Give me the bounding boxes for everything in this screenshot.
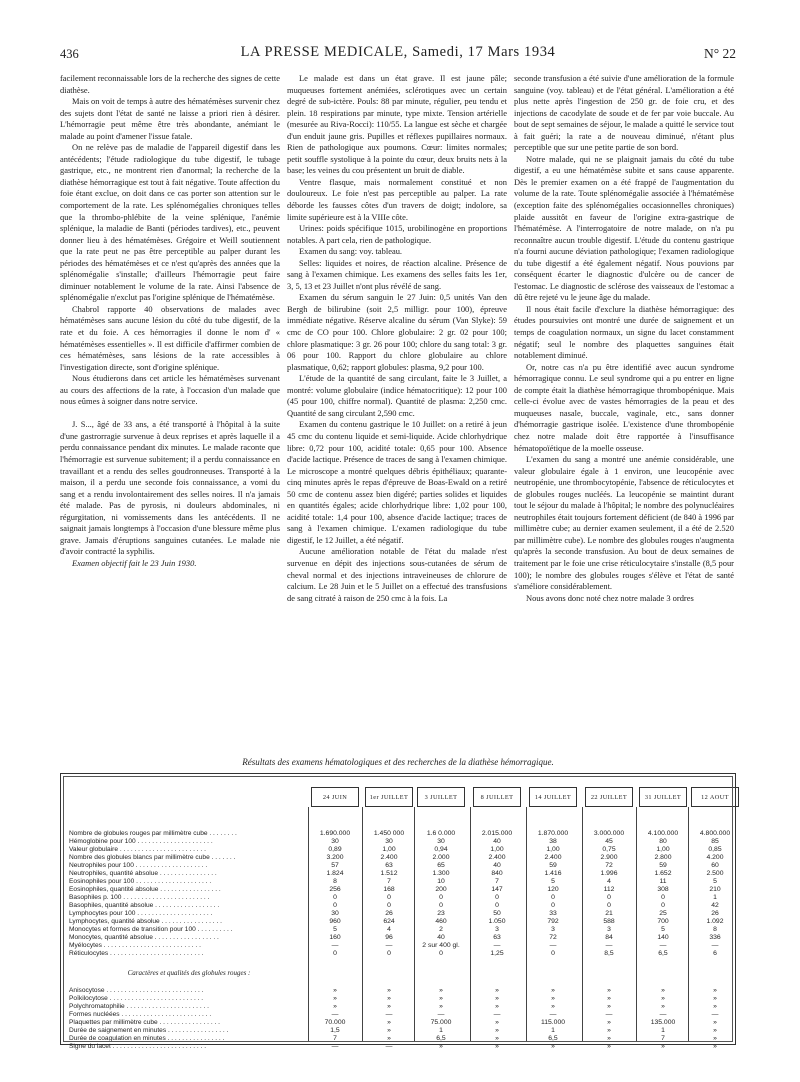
table-cell: 0,89: [328, 846, 342, 853]
table-cell: 1,00: [490, 846, 504, 853]
table-cell: 2 sur 400 gl.: [422, 942, 460, 949]
table-cell: 5: [713, 878, 717, 885]
table-cell: 0: [661, 902, 665, 909]
row-label: Poïkilocytose . . . . . . . . . . . . . . . . . . . . . . . . . .: [69, 995, 204, 1002]
row-label: Monocytes et formes de transition pour 100 . . . . . . . . . .: [69, 926, 233, 933]
table-cell: 0,75: [602, 846, 616, 853]
table-cell: 1,25: [490, 950, 504, 957]
table-cell: 5: [661, 926, 665, 933]
table-cell: »: [387, 987, 391, 994]
table-cell: 70.000: [324, 1019, 346, 1026]
table-cell: 1,00: [656, 846, 670, 853]
table-cell: —: [549, 1011, 557, 1018]
table-cell: 0: [439, 902, 443, 909]
table-cell: 0: [333, 894, 337, 901]
table-cell: »: [387, 1019, 391, 1026]
paragraph: L'étude de la quantité de sang circulant, faite le 3 Juillet, a montré: volume globulaire (indice hématocritique): 12 pour 100 (45 pour 100, chiffre normal). Quantité de plasma: 2,250 cmc. Quantité de sang circulant 2,590 cmc.: [287, 373, 507, 418]
column-header: 8 JUILLET: [473, 787, 521, 807]
table-cell: 40: [437, 934, 445, 941]
table-cell: 26: [711, 910, 719, 917]
table-cell: 6: [713, 950, 717, 957]
row-label: Durée de saignement en minutes . . . . . . . . . . . . . . . . .: [69, 1027, 229, 1034]
table-cell: 1.050: [488, 918, 506, 925]
table-cell: »: [661, 995, 665, 1002]
table-cell: »: [661, 1043, 665, 1050]
table-cell: 63: [493, 934, 501, 941]
table-cell: 0: [387, 902, 391, 909]
table-cell: 21: [605, 910, 613, 917]
table-cell: 30: [331, 838, 339, 845]
page-number: 436: [60, 47, 79, 61]
table-cell: —: [385, 1043, 393, 1050]
table-cell: —: [437, 1011, 445, 1018]
table-cell: 1.092: [706, 918, 724, 925]
table-cell: 8: [333, 878, 337, 885]
table-cell: 112: [603, 886, 615, 893]
table-cell: »: [333, 987, 337, 994]
column-header: 12 AOUT: [691, 787, 739, 807]
paragraph: J. S..., âgé de 33 ans, a été transporté à l'hôpital à la suite d'une gastrorragie survenue à deux reprises et après laquelle il a perdu connaissance pendant dix minutes. Le malade raconte que l'hémorragie est survenue subitement; il a perdu connaissance en travaillant et a rendu des selles goudronneuses. Transporté à la maison, il a perdu une seconde fois connaissance, a vomi du sang et a rendu involontairement des selles noires. Il n'a jamais été malade. Pas de pyrosis, ni douleurs abdominales, ni régurgitation, ni vomissements dans les antécédents. Il ne saignait jamais longtemps à l'occasion d'une blessure même plus grave. Jamais d'éruptions sanguines cutanées. Le malade nie d'avoir contracté la syphilis.: [60, 419, 280, 557]
table-cell: 60: [711, 862, 719, 869]
row-label: Valeur globulaire . . . . . . . . . . . . . . . . . . . . . . . .: [69, 846, 206, 853]
table-cell: 0: [387, 894, 391, 901]
row-label: Réticulocytes . . . . . . . . . . . . . . . . . . . . . . . . . .: [69, 950, 204, 957]
row-label: Basophiles, quantité absolue . . . . . . . . . . . . . . . . . .: [69, 902, 220, 909]
paragraph: Il nous était facile d'exclure la diathèse hémorragique: des études poursuivies ont montré une durée de saignement et un temps de coagulation normaux, un signe du lacet constamment négatif; seul le nombre des plaquettes sanguines était notablement diminué.: [514, 303, 734, 361]
table-cell: 1.450 000: [373, 830, 405, 837]
row-label: Plaquettes par millimètre cube . . . . . . . . . . . . . . . . .: [69, 1019, 220, 1026]
table-cell: »: [607, 1019, 611, 1026]
table-cell: »: [607, 987, 611, 994]
table-cell: 0: [607, 894, 611, 901]
table-cell: 0: [607, 902, 611, 909]
table-cell: »: [387, 995, 391, 1002]
table-cell: 2.400: [488, 854, 506, 861]
table-cell: »: [551, 987, 555, 994]
table-cell: »: [607, 1003, 611, 1010]
paragraph: On ne relève pas de maladie de l'appareil digestif dans les antécédents; l'étude radiologique du tube digestif, le tubage gastrique, etc., ne montrent rien d'anormal; la recherche de la diathèse hémorragique est tout à fait négative. Toute affection du foie étant exclue, on doit dans ce cas porter son attention sur le comportement de la rate. Les splénomégalies chroniques telles que la thrombo-phlébite de la veine splénique, l'anémie splénique, la maladie de Banti (périodes tardives), etc., peuvent donner lieu à des hématémèses. Grégoire et Weill soutiennent que la rate peut ne pas être perceptible au palper durant les périodes des hématémèses et ce n'est qu'après des années que la splénomégalie s'installe; d'ailleurs l'hémorragie peut faire diminuer notablement le volume de la rate. Ainsi l'absence de splénomégalie n'exclut pas l'origine splénique de l'hématémèse.: [60, 142, 280, 303]
table-cell: 1.824: [326, 870, 344, 877]
table-cell: 72: [605, 862, 613, 869]
table-cell: 40: [493, 838, 501, 845]
row-label: Formes nucléées . . . . . . . . . . . . . . . . . . . . . . . . .: [69, 1011, 212, 1018]
table-cell: —: [605, 942, 613, 949]
table-cell: 6,5: [658, 950, 668, 957]
table-cell: 0: [387, 950, 391, 957]
row-label: Neutrophiles pour 100 . . . . . . . . . . . . . . . . . . . .: [69, 862, 208, 869]
table-cell: 336: [709, 934, 721, 941]
table-cell: 42: [711, 902, 719, 909]
text-column-left: [60, 73, 280, 569]
table-cell: —: [711, 942, 719, 949]
row-label: Hémoglobine pour 100 . . . . . . . . . . . . . . . . . . . . .: [69, 838, 213, 845]
hematology-table: [60, 773, 736, 1050]
table-cell: »: [713, 1019, 717, 1026]
table-cell: 0: [551, 894, 555, 901]
table-cell: 0: [551, 950, 555, 957]
row-label: Myélocytes . . . . . . . . . . . . . . . . . . . . . . . . . . .: [69, 942, 201, 949]
table-cell: 10: [437, 878, 445, 885]
table-cell: —: [493, 942, 501, 949]
table-cell: 0,85: [708, 846, 722, 853]
table-cell: 256: [329, 886, 341, 893]
text-column-right: [514, 73, 734, 604]
table-cell: —: [711, 1011, 719, 1018]
table-cell: —: [331, 1011, 339, 1018]
table-cell: 200: [435, 886, 447, 893]
column-header: 22 JUILLET: [585, 787, 633, 807]
table-cell: 960: [329, 918, 341, 925]
table-cell: 0: [551, 902, 555, 909]
table-cell: 2: [439, 926, 443, 933]
table-cell: »: [713, 987, 717, 994]
table-cell: —: [549, 942, 557, 949]
journal-title: LA PRESSE MEDICALE, Samedi, 17 Mars 1934: [240, 44, 556, 60]
table-cell: 7: [661, 1035, 665, 1042]
paragraph: Examen du sérum sanguin le 27 Juin: 0,5 unités Van den Bergh de bilirubine (soit 2,5 milligr. pour 100), épreuve immédiate négative. Réserve alcaline du sérum (Van Slyke): 59 cmc de CO pour 100. Chlore globulaire: 2 gr. 02 pour 100; chlore plasmatique: 3 gr. 26 pour 100; chlore du sang total: 3 gr. 06 pour 100. Rapport du chlore globulaire au chlore plasmatique, 0,62; rapport globules: plasma, 9,2 pour 100.: [287, 292, 507, 372]
column-header: 14 JUILLET: [529, 787, 577, 807]
paragraph: Ventre flasque, mais normalement constitué et non douloureux. Le foie n'est pas perceptible au palper. La rate déborde les fausses côtes d'un travers de doigt; indolore, sa limite supérieure est à la VIIIe côte.: [287, 176, 507, 222]
table-cell: —: [331, 1043, 339, 1050]
table-cell: 0,94: [434, 846, 448, 853]
table-cell: 0: [333, 902, 337, 909]
table-cell: 40: [493, 862, 501, 869]
table-cell: 84: [605, 934, 613, 941]
table-cell: 1,00: [546, 846, 560, 853]
table-cell: 4: [607, 878, 611, 885]
table-cell: 30: [331, 910, 339, 917]
table-cell: 65: [437, 862, 445, 869]
row-label: Polychromatophilie . . . . . . . . . . . . . . . . . . . . . . .: [69, 1003, 209, 1010]
table-cell: 1.870.000: [537, 830, 569, 837]
table-cell: »: [495, 1035, 499, 1042]
table-cell: 460: [435, 918, 447, 925]
table-cell: 0: [661, 894, 665, 901]
table-cell: 6,5: [436, 1035, 446, 1042]
paragraph: seconde transfusion a été suivie d'une amélioration de la formule sanguine (voy. tableau) et de l'état général. L'amélioration a été plus nette après l'ingestion de 250 gr. de foie cru, et des injections de cacodylate de soude et de fer par voie buccale. Au bout de sept semaines de séjour, le malade a quitté le service tout à fait guéri; la rate a de nouveau diminué, n'étant plus perceptible que sur une petite partie de son bord.: [514, 73, 734, 153]
table-caption: Résultats des examens hématologiques et des recherches de la diathèse hémorragique.: [242, 757, 554, 767]
table-cell: »: [387, 1003, 391, 1010]
table-cell: »: [607, 995, 611, 1002]
table-cell: »: [713, 1027, 717, 1034]
table-cell: 23: [437, 910, 445, 917]
table-cell: 25: [659, 910, 667, 917]
table-cell: —: [493, 1011, 501, 1018]
page-header: [60, 44, 736, 66]
table-cell: »: [439, 1043, 443, 1050]
table-cell: 3.200: [326, 854, 344, 861]
column-header: 24 JUIN: [311, 787, 359, 807]
paragraph: Nous étudierons dans cet article les hématémèses survenant au cours des affections de la rate, à l'occasion d'un malade que nous eûmes à soigner dans notre service.: [60, 373, 280, 407]
table-cell: 33: [549, 910, 557, 917]
paragraph: Selles: liquides et noires, de réaction alcaline. Présence de sang à l'examen chimique. Les examens des selles faits les 1er, 3, 5, 13 et 23 Juillet n'ont plus révélé de sang.: [287, 257, 507, 291]
table-cell: —: [659, 1011, 667, 1018]
table-cell: 168: [383, 886, 395, 893]
table-cell: 1: [713, 894, 717, 901]
row-label: Nombre des globules blancs par millimètre cube . . . . . . .: [69, 854, 236, 861]
table-cell: 3: [607, 926, 611, 933]
table-cell: »: [495, 987, 499, 994]
table-cell: 80: [659, 838, 667, 845]
table-cell: 2.900: [600, 854, 618, 861]
text-column-middle: [287, 73, 507, 604]
table-cell: —: [331, 942, 339, 949]
table-cell: —: [659, 942, 667, 949]
table-cell: 4: [387, 926, 391, 933]
table-cell: »: [607, 1027, 611, 1034]
table-cell: 1.300: [432, 870, 450, 877]
table-cell: 30: [437, 838, 445, 845]
row-label: Eosinophiles, quantité absolue . . . . . . . . . . . . . . . . .: [69, 886, 221, 893]
row-label: Basophiles p. 100 . . . . . . . . . . . . . . . . . . . . . . . .: [69, 894, 210, 901]
table-cell: —: [605, 1011, 613, 1018]
table-cell: 120: [547, 886, 559, 893]
table-cell: 1.416: [544, 870, 562, 877]
table-cell: 2.015.000: [481, 830, 513, 837]
paragraph: Le malade est dans un état grave. Il est jaune pâle; muqueuses fortement anémiées, sclérotiques avec un certain degré de sub-ictère. Pouls: 88 par minute, régulier, peu tendu et plein. 18 respirations par minute, type mixte. Tension artérielle (mesurée au Riva-Rocci): 110/55. La langue est sèche et chargée d'un enduit jaune gris. Pupilles et réflexes pupillaires normaux. Rien de pathologique aux poumons. Cœur: limites normales; petit souffle systolique à la pointe du cœur, deux bruits nets à la base; les veines du cou présentent un bruit de diable.: [287, 73, 507, 176]
table-cell: 8,5: [604, 950, 614, 957]
paragraph: Notre malade, qui ne se plaignait jamais du côté du tube digestif, a eu une hématémèse subite et sans cause apparente. Dès le premier examen on a été frappé de l'augmentation du volume de la rate. Toute splénomégalie associée à l'hématémèse (exception faite des splénomégalies occasionnelles chroniques) plaide aussitôt en faveur de l'origine extra-gastrique de l'hématémèse. A l'interrogatoire de notre malade, on n'a pu reconnaître aucun trouble digestif. L'étude du contenu gastrique n'a fourni aucune déviation pathologique; l'examen radiologique du tube digestif a été également négatif. Nous pouvions par conséquent écarter le diagnostic d'ulcère ou de cancer de l'estomac. Le diagnostic de sclérose des vaisseaux de l'estomac a dû être rejeté vu le jeune âge du malade.: [514, 153, 734, 303]
table-cell: »: [713, 1043, 717, 1050]
table-cell: 85: [711, 838, 719, 845]
table-cell: 700: [657, 918, 669, 925]
table-cell: 3.000.000: [593, 830, 625, 837]
table-cell: 2.000: [432, 854, 450, 861]
table-cell: »: [495, 1019, 499, 1026]
table-cell: »: [387, 1035, 391, 1042]
table-cell: 1.690.000: [319, 830, 351, 837]
table-cell: 1.6 0.000: [426, 830, 456, 837]
table-cell: »: [333, 1003, 337, 1010]
table-cell: 3: [551, 926, 555, 933]
table-cell: 147: [491, 886, 503, 893]
paragraph: facilement reconnaissable lors de la recherche des signes de cette diathèse.: [60, 73, 280, 95]
table-cell: 6,5: [548, 1035, 558, 1042]
table-cell: »: [713, 1003, 717, 1010]
table-cell: »: [551, 1003, 555, 1010]
table-cell: 96: [385, 934, 393, 941]
table-cell: »: [439, 987, 443, 994]
table-cell: »: [551, 1043, 555, 1050]
table-cell: 1.996: [600, 870, 618, 877]
table-cell: »: [495, 1027, 499, 1034]
table-cell: »: [495, 1043, 499, 1050]
table-cell: 59: [549, 862, 557, 869]
row-label: Nombre de globules rouges par millimètre cube . . . . . . . .: [69, 830, 237, 837]
table-cell: 1,5: [330, 1027, 340, 1034]
table-cell: 308: [657, 886, 669, 893]
table-cell: 63: [385, 862, 393, 869]
table-cell: 588: [603, 918, 615, 925]
table-cell: »: [439, 1003, 443, 1010]
table-cell: 0: [439, 894, 443, 901]
table-cell: »: [333, 995, 337, 1002]
table-cell: 57: [331, 862, 339, 869]
table-cell: 2.800: [654, 854, 672, 861]
table-cell: 840: [491, 870, 503, 877]
table-cell: 38: [549, 838, 557, 845]
row-label: Lymphocytes pour 100 . . . . . . . . . . . . . . . . . . . . .: [69, 910, 213, 917]
table-cell: 7: [387, 878, 391, 885]
table-cell: »: [713, 1035, 717, 1042]
table-cell: —: [385, 1011, 393, 1018]
table-cell: 4.200: [706, 854, 724, 861]
table-cell: 2.400: [380, 854, 398, 861]
table-cell: 115.000: [540, 1019, 566, 1026]
issue-number: N° 22: [703, 46, 736, 61]
table-cell: »: [495, 995, 499, 1002]
table-cell: 0: [439, 950, 443, 957]
paragraph: Chabrol rapporte 40 observations de malades avec hématémèses sans aucune lésion du côté du tube digestif, de la rate et du foie. A ces hémorragies il donne le nom d' « hématémèses essentielles ». Il est difficile d'affirmer combien de ces hématémèses, sans lésions de la rate accessibles à l'investigation directe, sont d'origine splénique.: [60, 303, 280, 372]
table-cell: 1,00: [382, 846, 396, 853]
table-cell: 8: [713, 926, 717, 933]
column-header: 3 JUILLET: [417, 787, 465, 807]
table-cell: »: [439, 995, 443, 1002]
table-subheading: Caractères et qualités des globules rouges :: [127, 969, 251, 977]
table-cell: 140: [657, 934, 669, 941]
table-cell: 11: [659, 878, 667, 885]
paragraph: L'examen du sang a montré une anémie considérable, une valeur globulaire égale à 1 environ, une leucopénie avec neutropénie, une thrombocytopénie, l'absence de réticulocytes et de globules rouges nucléés. La leucopénie se maintint durant tout le séjour du malade à l'hôpital; le nombre des polynucléaires neutrophiles était toujours fortement déficient (de 840 à 1996 par millimètre cube; au dernier examen seulement, il a été de 2.520 par millimètre cube). Le nombre des globules rouges n'augmenta qu'après la seconde transfusion. Au bout de deux semaines de traitement par le foie une crise réticulocytaire s'installe (8,5 pour 100); le nombre des globules rouges s'élève et l'état de santé s'améliore considérablement.: [514, 454, 735, 592]
table-cell: »: [607, 1035, 611, 1042]
paragraph: Examen du contenu gastrique le 10 Juillet: on a retiré à jeun 45 cmc du contenu liquide et semi-liquide. Acide chlorhydrique libre: 0,72 pour 100, acidité totale: 0,65 pour 100. Absence d'acide lactique. Présence de traces de sang à l'examen chimique. Le microscope a montré quelques débris épithéliaux; quarante-cinq minutes après le repas d'épreuve de Boas-Ewald on a retiré 50 cmc de contenu assez bien digéré; parties solides et liquides en quantités égales; acide chlorhydrique libre: 1,02 pour 100, acidité totale: 1,4 pour 100, absence d'acide lactique; traces de sang à l'examen chimique. L'examen radiologique du tube digestif, le 12 Juillet, a été négatif.: [287, 419, 507, 545]
table-cell: »: [551, 995, 555, 1002]
column-header: 1er JUILLET: [365, 787, 413, 807]
table-cell: 26: [385, 910, 393, 917]
paragraph: Nous avons donc noté chez notre malade 3 ordres: [526, 592, 694, 603]
table-cell: 0: [495, 902, 499, 909]
table-cell: —: [385, 942, 393, 949]
row-label: Eosinophiles pour 100 . . . . . . . . . . . . . . . . . . . . .: [69, 878, 212, 885]
column-header: 31 JUILLET: [639, 787, 687, 807]
row-label: Signe du lacet . . . . . . . . . . . . . . . . . . . . . . . . . .: [69, 1043, 207, 1050]
table-cell: 50: [493, 910, 501, 917]
table-cell: »: [661, 1003, 665, 1010]
table-cell: »: [495, 1003, 499, 1010]
row-label: Durée de coagulation en minutes . . . . . . . . . . . . . . . .: [69, 1035, 225, 1042]
table-cell: 624: [383, 918, 395, 925]
table-cell: 30: [385, 838, 393, 845]
table-cell: »: [387, 1027, 391, 1034]
table-cell: »: [713, 995, 717, 1002]
row-label: Neutrophiles, quantité absolue . . . . . . . . . . . . . . . .: [69, 870, 217, 877]
table-cell: »: [661, 987, 665, 994]
table-cell: 1: [551, 1027, 555, 1034]
table-cell: 59: [659, 862, 667, 869]
row-label: Anisocytose . . . . . . . . . . . . . . . . . . . . . . . . . . .: [69, 987, 204, 994]
table-cell: 5: [551, 878, 555, 885]
table-cell: 72: [549, 934, 557, 941]
table-cell: 792: [547, 918, 559, 925]
table-cell: 45: [605, 838, 613, 845]
row-label: Monocytes, quantité absolue . . . . . . . . . . . . . . . . . .: [69, 934, 219, 941]
table-cell: 5: [333, 926, 337, 933]
table-cell: 1: [661, 1027, 665, 1034]
table-cell: 3: [495, 926, 499, 933]
table-cell: »: [607, 1043, 611, 1050]
table-cell: 1.652: [654, 870, 672, 877]
table-cell: 1.512: [380, 870, 398, 877]
paragraph: Urines: poids spécifique 1015, urobilinogène en proportions notables. A part cela, rien de pathologique.: [287, 223, 507, 245]
table-cell: 0: [495, 894, 499, 901]
table-cell: 2.500: [706, 870, 724, 877]
row-label: Lymphocytes, quantité absolue . . . . . . . . . . . . . . . . .: [69, 918, 222, 925]
table-cell: 210: [709, 886, 721, 893]
table-cell: 75.000: [430, 1019, 452, 1026]
paragraph: Examen objectif fait le 23 Juin 1930.: [72, 557, 197, 568]
table-cell: 0: [333, 950, 337, 957]
table-cell: 7: [495, 878, 499, 885]
table-cell: 4.800.000: [699, 830, 731, 837]
table-cell: 2.400: [544, 854, 562, 861]
table-cell: 1: [439, 1027, 443, 1034]
table-cell: 160: [329, 934, 341, 941]
paragraph: Examen du sang: voy. tableau.: [299, 246, 403, 257]
paragraph: Aucune amélioration notable de l'état du malade n'est survenue en dépit des injections sous-cutanées de sérum de cheval normal et des injections intraveineuses de chlorure de calcium. Le 28 Juin et le 5 Juillet on a effectué des transfusions de sang citraté à raison de 250 cmc à la fois. La: [287, 546, 507, 603]
table-cell: 7: [333, 1035, 337, 1042]
table-cell: 135.000: [650, 1019, 676, 1026]
paragraph: Mais on voit de temps à autre des hématémèses survenir chez des sujets dont l'état de santé ne laisse a priori rien à désirer. L'hémorragie peut même être très abondante, anémiant le malade au point d'amener l'issue fatale.: [60, 96, 280, 141]
paragraph: Or, notre cas n'a pu être identifié avec aucun syndrome hémorragique connu. Le seul syndrome qui a pu entrer en ligne de compte était la diathèse hémorragique thrombopénique. Mais celle-ci évolue avec de vastes hémorragies de la peau et des muqueuses nasale, buccale, vaginale, etc., sans donner d'hémorragie gastrique isolée. L'existence d'une thrombopénie chez notre malade doit être rapportée à l'insuffisance hématopoïétique de la moelle osseuse.: [514, 361, 734, 453]
table-cell: 4.100.000: [647, 830, 679, 837]
